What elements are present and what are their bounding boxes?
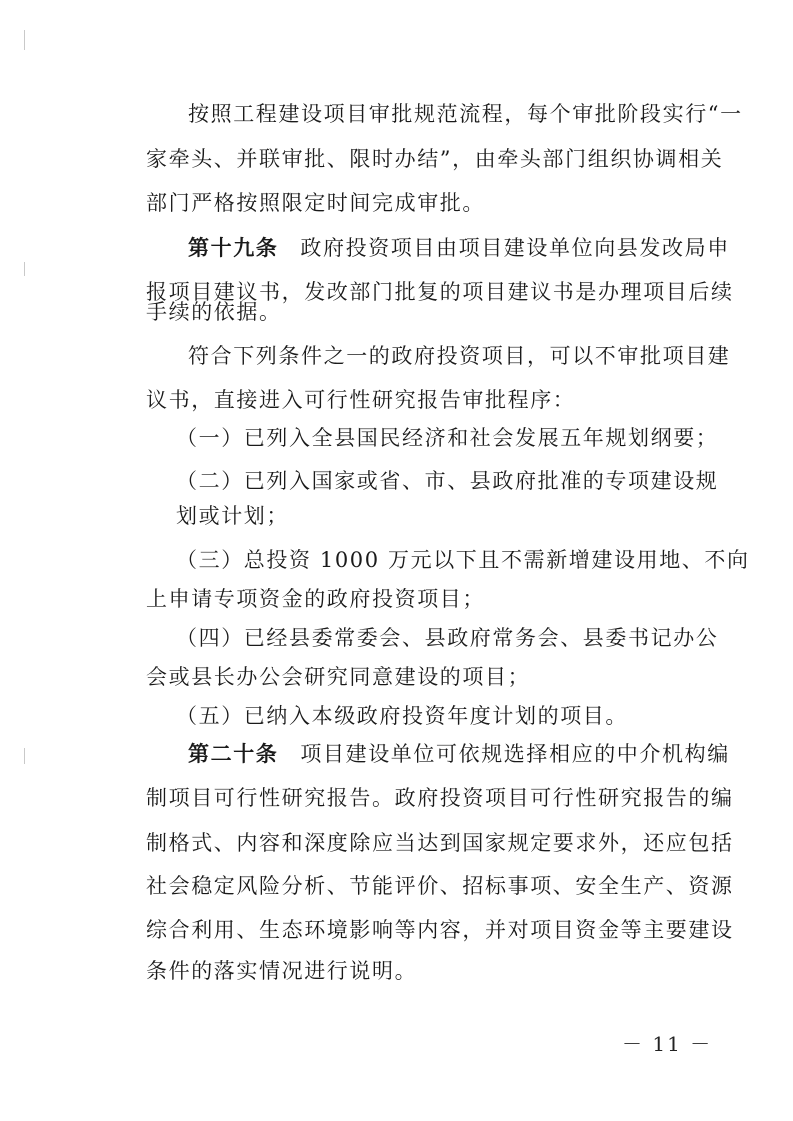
article20-line5: 综合利用、生态环境影响等内容，并对项目资金等主要建设 (146, 918, 734, 942)
paragraph2-line1: 符合下列条件之一的政府投资项目，可以不审批项目建 (188, 344, 731, 368)
paragraph1-line2: 家牵头、并联审批、限时办结”，由牵头部门组织协调相关 (146, 147, 724, 171)
condition-item-4-line1: （四）已经县委常委会、县政府常务会、县委书记办公 (176, 626, 719, 650)
paragraph2-line2: 议书，直接进入可行性研究报告审批程序： (146, 388, 576, 412)
condition-item-4-line2: 会或县长办公会研究同意建设的项目； (146, 665, 531, 689)
article20-line6: 条件的落实情况进行说明。 (146, 959, 418, 983)
article20-heading: 第二十条 (188, 741, 279, 766)
scan-edge-mark (24, 262, 25, 276)
article20-line2: 制项目可行性研究报告。政府投资项目可行性研究报告的编 (146, 786, 734, 810)
article20-line1-text: 项目建设单位可依规选择相应的中介机构编 (300, 742, 730, 766)
article19-heading: 第十九条 (188, 235, 279, 260)
article19-line3: 手续的依据。 (146, 300, 282, 324)
paragraph1-line3: 部门严格按照限定时间完成审批。 (146, 191, 485, 215)
condition-item-5: （五）已纳入本级政府投资年度计划的项目。 (176, 704, 628, 728)
page-number: － 11 － (622, 1032, 713, 1056)
article20-line3: 制格式、内容和深度除应当达到国家规定要求外，还应包括 (146, 831, 734, 855)
article20-line1 (188, 739, 730, 769)
scan-edge-mark (24, 748, 25, 764)
paragraph1-line1: 按照工程建设项目审批规范流程，每个审批阶段实行“一 (188, 102, 743, 126)
article19-line1 (188, 233, 730, 263)
condition-item-3-line1: （三）总投资 1000 万元以下且不需新增建设用地、不向 (176, 548, 750, 572)
condition-item-2-line1: （二）已列入国家或省、市、县政府批准的专项建设规 (176, 469, 719, 493)
scan-edge-mark (24, 30, 25, 50)
condition-item-1: （一）已列入全县国民经济和社会发展五年规划纲要； (176, 426, 719, 450)
condition-item-2-line2: 划或计划； (176, 504, 289, 528)
article19-line1-text: 政府投资项目由项目建设单位向县发改局申 (300, 236, 730, 260)
article19-line2: 报项目建议书，发改部门批复的项目建议书是办理项目后续 (146, 280, 734, 304)
condition-item-3-line2: 上申请专项资金的政府投资项目； (146, 587, 485, 611)
article20-line4: 社会稳定风险分析、节能评价、招标事项、安全生产、资源 (146, 874, 734, 898)
